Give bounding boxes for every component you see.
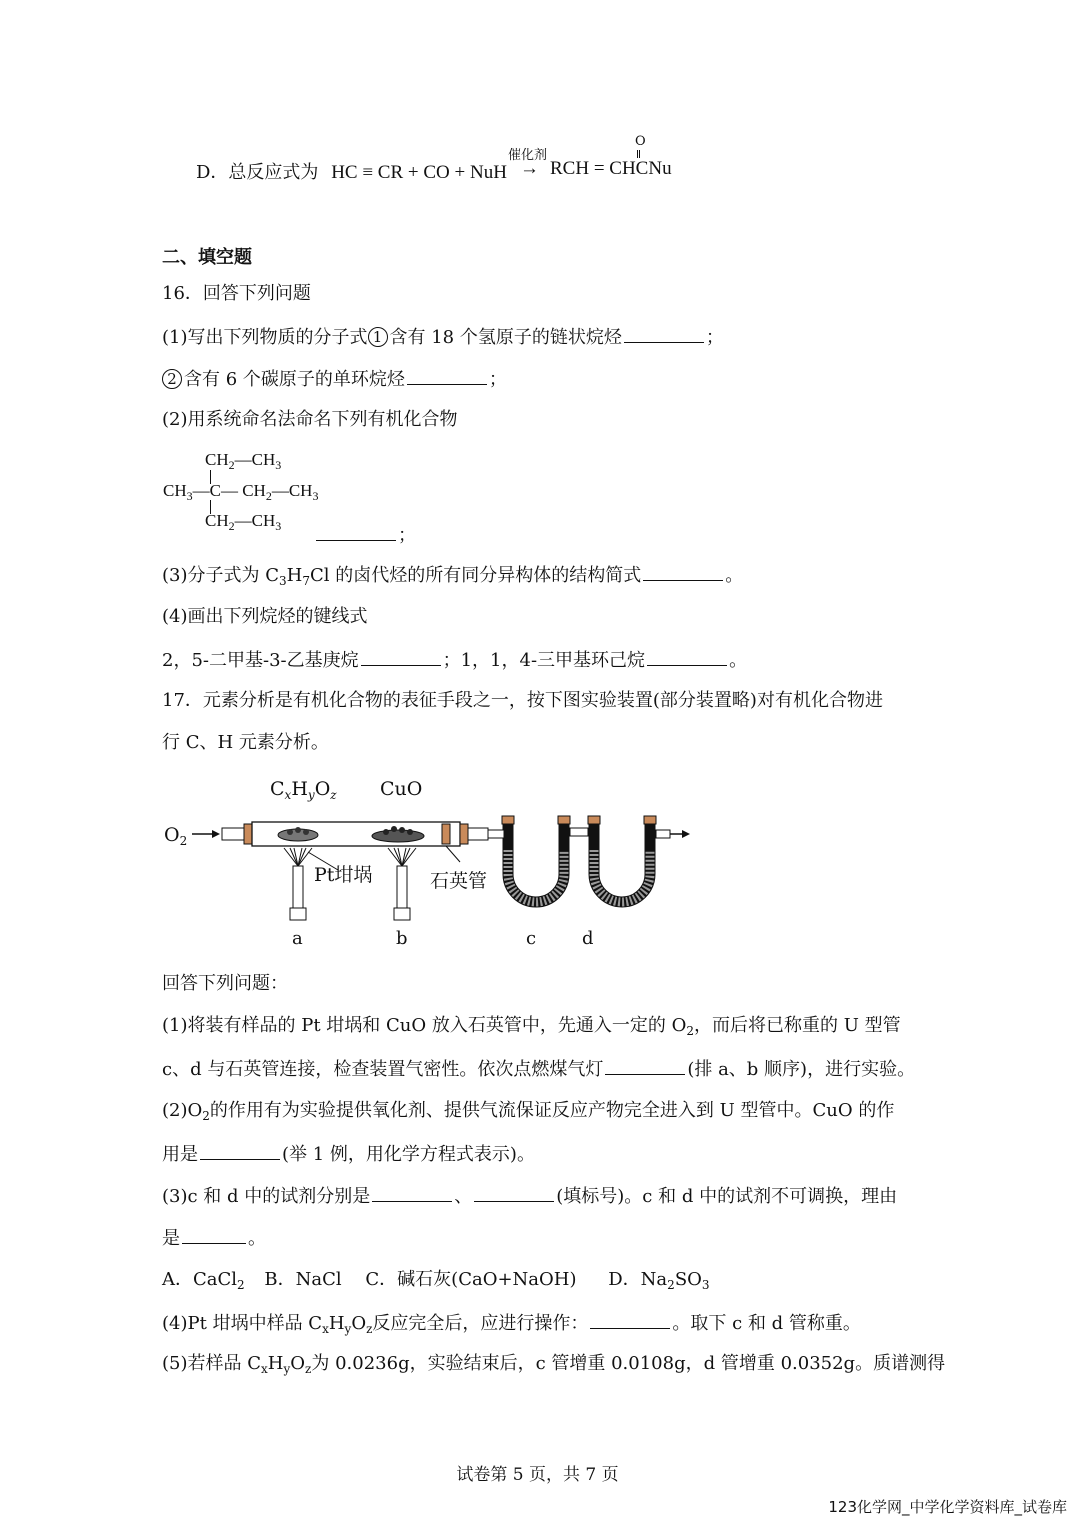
label-c: c (526, 928, 537, 949)
period: 。 (729, 650, 748, 671)
q16-title: 16．回答下列问题 (162, 283, 311, 304)
semicolon: ； (398, 525, 416, 546)
q17-s3d (162, 1225, 266, 1251)
q16-p4b: ；1，1，4-三甲基环己烷 (442, 650, 646, 671)
sub-2: 2 (228, 519, 235, 533)
answer-blank[interactable] (407, 366, 487, 385)
ch3-bottom: —CH (234, 511, 276, 530)
option-a-text: A．CaCl (162, 1269, 238, 1290)
option-d (196, 158, 507, 184)
reaction-arrow: → (520, 158, 539, 179)
q17-s1c-text: c、d 与石英管连接，检查装置气密性。依次点燃煤气灯 (162, 1059, 604, 1080)
q17-s1d-text: (排 a、b 顺序)，进行实验。 (687, 1059, 916, 1080)
tube-label: 石英管 (430, 870, 488, 892)
sub-2: 2 (228, 458, 235, 472)
sub-3: 3 (186, 489, 193, 503)
sample-h: H (291, 778, 308, 800)
option-d2 (608, 1269, 709, 1290)
option-a (162, 1269, 245, 1290)
cuo-label: CuO (380, 778, 423, 800)
sub-3: 3 (275, 458, 282, 472)
q17-s4b-text: H (328, 1313, 345, 1334)
sample-c: C (270, 778, 285, 800)
option-b: B．NaCl (264, 1269, 342, 1290)
sub-2: 2 (202, 1109, 210, 1123)
q17-s2a (162, 1099, 894, 1128)
sub-3: 3 (701, 1278, 710, 1292)
sub-3: 3 (312, 489, 319, 503)
circle-2-icon: 2 (162, 369, 182, 389)
q16-part1 (162, 324, 724, 350)
q16-p1b: 含有 18 个氢原子的链状烷烃 (389, 327, 622, 348)
answer-blank[interactable] (316, 522, 396, 541)
label-a: a (292, 928, 303, 949)
ch3-top: —CH (234, 450, 276, 469)
q17-s5a-text: (5)若样品 C (162, 1353, 261, 1374)
carbonyl-oxygen: O (635, 134, 646, 149)
struct-answer (314, 522, 416, 548)
q17-s2c-text: 用是 (162, 1144, 198, 1165)
ch3-left: CH (163, 481, 187, 500)
q17-s1b-text: ，而后将已称重的 U 型管 (693, 1015, 901, 1036)
sub-2: 2 (265, 489, 272, 503)
o2-o: O (164, 824, 180, 846)
q16-p3a: (3)分子式为 C (162, 565, 279, 586)
equation-right: RCH = CHCNu (550, 158, 672, 179)
q17-s3b-text: 、 (454, 1186, 473, 1207)
q16-p3b: H (286, 565, 303, 586)
q16-part4: (4)画出下列烷烃的键线式 (162, 606, 368, 627)
sub-2: 2 (686, 1024, 694, 1038)
answer-blank[interactable] (372, 1183, 452, 1202)
q17-s2d-text: (举 1 例，用化学方程式表示)。 (282, 1144, 535, 1165)
q16-p1c: 含有 6 个碳原子的单环烷烃 (184, 369, 405, 390)
label-b: b (396, 928, 408, 949)
q17-s4a-text: (4)Pt 坩埚中样品 C (162, 1313, 323, 1334)
answer-blank[interactable] (590, 1310, 670, 1329)
crucible-label: Pt坩埚 (314, 864, 373, 886)
q17-s1a (162, 1014, 901, 1043)
q17-s3d-text: 是 (162, 1228, 180, 1249)
q17-s5b-text: H (267, 1353, 284, 1374)
apparatus-svg (160, 770, 700, 955)
option-c: C．碱石灰(CaO+NaOH) (365, 1269, 577, 1290)
q17-s5 (162, 1352, 945, 1381)
q17-line1: 17．元素分析是有机化合物的表征手段之一，按下图实验装置(部分装置略)对有机化合物进 (162, 690, 883, 711)
q17-options (162, 1268, 710, 1297)
sub-7: 7 (302, 574, 310, 588)
answer-blank[interactable] (647, 647, 727, 666)
answer-blank[interactable] (605, 1056, 685, 1075)
q17-s3a-text: (3)c 和 d 中的试剂分别是 (162, 1186, 371, 1207)
label-d: d (582, 928, 594, 949)
sub-x: x (261, 1362, 268, 1376)
q17-s4d-text: 反应完全后，应进行操作： (372, 1313, 589, 1334)
sub-2: 2 (237, 1278, 245, 1292)
q16-part3 (162, 562, 743, 593)
sub-y: y (344, 1322, 352, 1336)
period: 。 (248, 1228, 266, 1249)
sub-y: y (283, 1362, 291, 1376)
answer-blank[interactable] (474, 1183, 554, 1202)
q16-part4-items (162, 647, 747, 673)
answer-blank[interactable] (200, 1141, 280, 1160)
semicolon: ； (705, 327, 724, 348)
apparatus-diagram (160, 770, 700, 955)
sub-2: 2 (667, 1278, 675, 1292)
sub-z: z (305, 1362, 312, 1376)
sub-y: y (307, 788, 315, 802)
o2-label (164, 824, 187, 848)
q17-ask: 回答下列问题： (162, 973, 288, 994)
answer-blank[interactable] (643, 562, 723, 581)
c-center: —C— CH (192, 481, 266, 500)
sub-z: z (366, 1322, 373, 1336)
option-d2-so: SO (674, 1269, 702, 1290)
page-number: 试卷第 5 页，共 7 页 (456, 1465, 619, 1485)
q17-s1c (162, 1056, 915, 1082)
watermark: 123化学网_中学化学资料库_试卷库 (828, 1498, 1067, 1516)
q17-s2b-text: 的作用有为实验提供氧化剂、提供气流保证反应产物完全进入到 U 型管中。CuO 的作 (209, 1100, 895, 1121)
sample-o: O (314, 778, 331, 800)
q16-p4a: 2，5-二甲基-3-乙基庚烷 (162, 650, 359, 671)
q17-s3c-text: (填标号)。c 和 d 中的试剂不可调换，理由 (556, 1186, 898, 1207)
sample-label (270, 778, 337, 802)
circle-1-icon: 1 (368, 327, 388, 347)
q17-s2a-text: (2)O (162, 1100, 203, 1121)
period: 。 (725, 565, 744, 586)
sub-x: x (322, 1322, 329, 1336)
catalyst-label: 催化剂 (508, 148, 548, 163)
answer-blank[interactable] (182, 1225, 246, 1244)
section-title: 二、填空题 (162, 247, 252, 268)
ch3-right: —CH (271, 481, 313, 500)
answer-blank[interactable] (624, 324, 704, 343)
q17-s5c-text: O (290, 1353, 306, 1374)
q16-p1a: (1)写出下列物质的分子式 (162, 327, 368, 348)
q17-s2c (162, 1141, 535, 1167)
sub-3: 3 (279, 574, 287, 588)
q17-s3a (162, 1183, 897, 1209)
option-d2-text: D．Na (608, 1269, 668, 1290)
q16-part2: (2)用系统命名法命名下列有机化合物 (162, 409, 458, 430)
q17-s4 (162, 1310, 861, 1341)
q16-p3c: Cl 的卤代烃的所有同分异构体的结构简式 (309, 565, 642, 586)
sub-z: z (330, 788, 337, 802)
ch2-bottom: CH (205, 511, 229, 530)
semicolon: ； (488, 369, 507, 390)
q17-line2: 行 C、H 元素分析。 (162, 732, 329, 753)
q17-s5d-text: 为 0.0236g，实验结束后，c 管增重 0.0108g，d 管增重 0.0352g。质谱测得 (311, 1353, 946, 1374)
equation-left: HC ≡ CR + CO + NuH (331, 162, 507, 183)
q17-s4e-text: 。取下 c 和 d 管称重。 (672, 1313, 861, 1334)
option-d-label: D．总反应式为 (196, 162, 319, 183)
q17-s4c-text: O (351, 1313, 367, 1334)
o2-sub: 2 (179, 834, 188, 848)
sub-3: 3 (275, 519, 282, 533)
sub-x: x (284, 788, 292, 802)
q17-s1a-text: (1)将装有样品的 Pt 坩埚和 CuO 放入石英管中，先通入一定的 O (162, 1015, 687, 1036)
answer-blank[interactable] (361, 647, 441, 666)
carbonyl-double-bond (637, 150, 640, 158)
ch2-top: CH (205, 450, 229, 469)
q16-part1-2 (162, 366, 507, 392)
